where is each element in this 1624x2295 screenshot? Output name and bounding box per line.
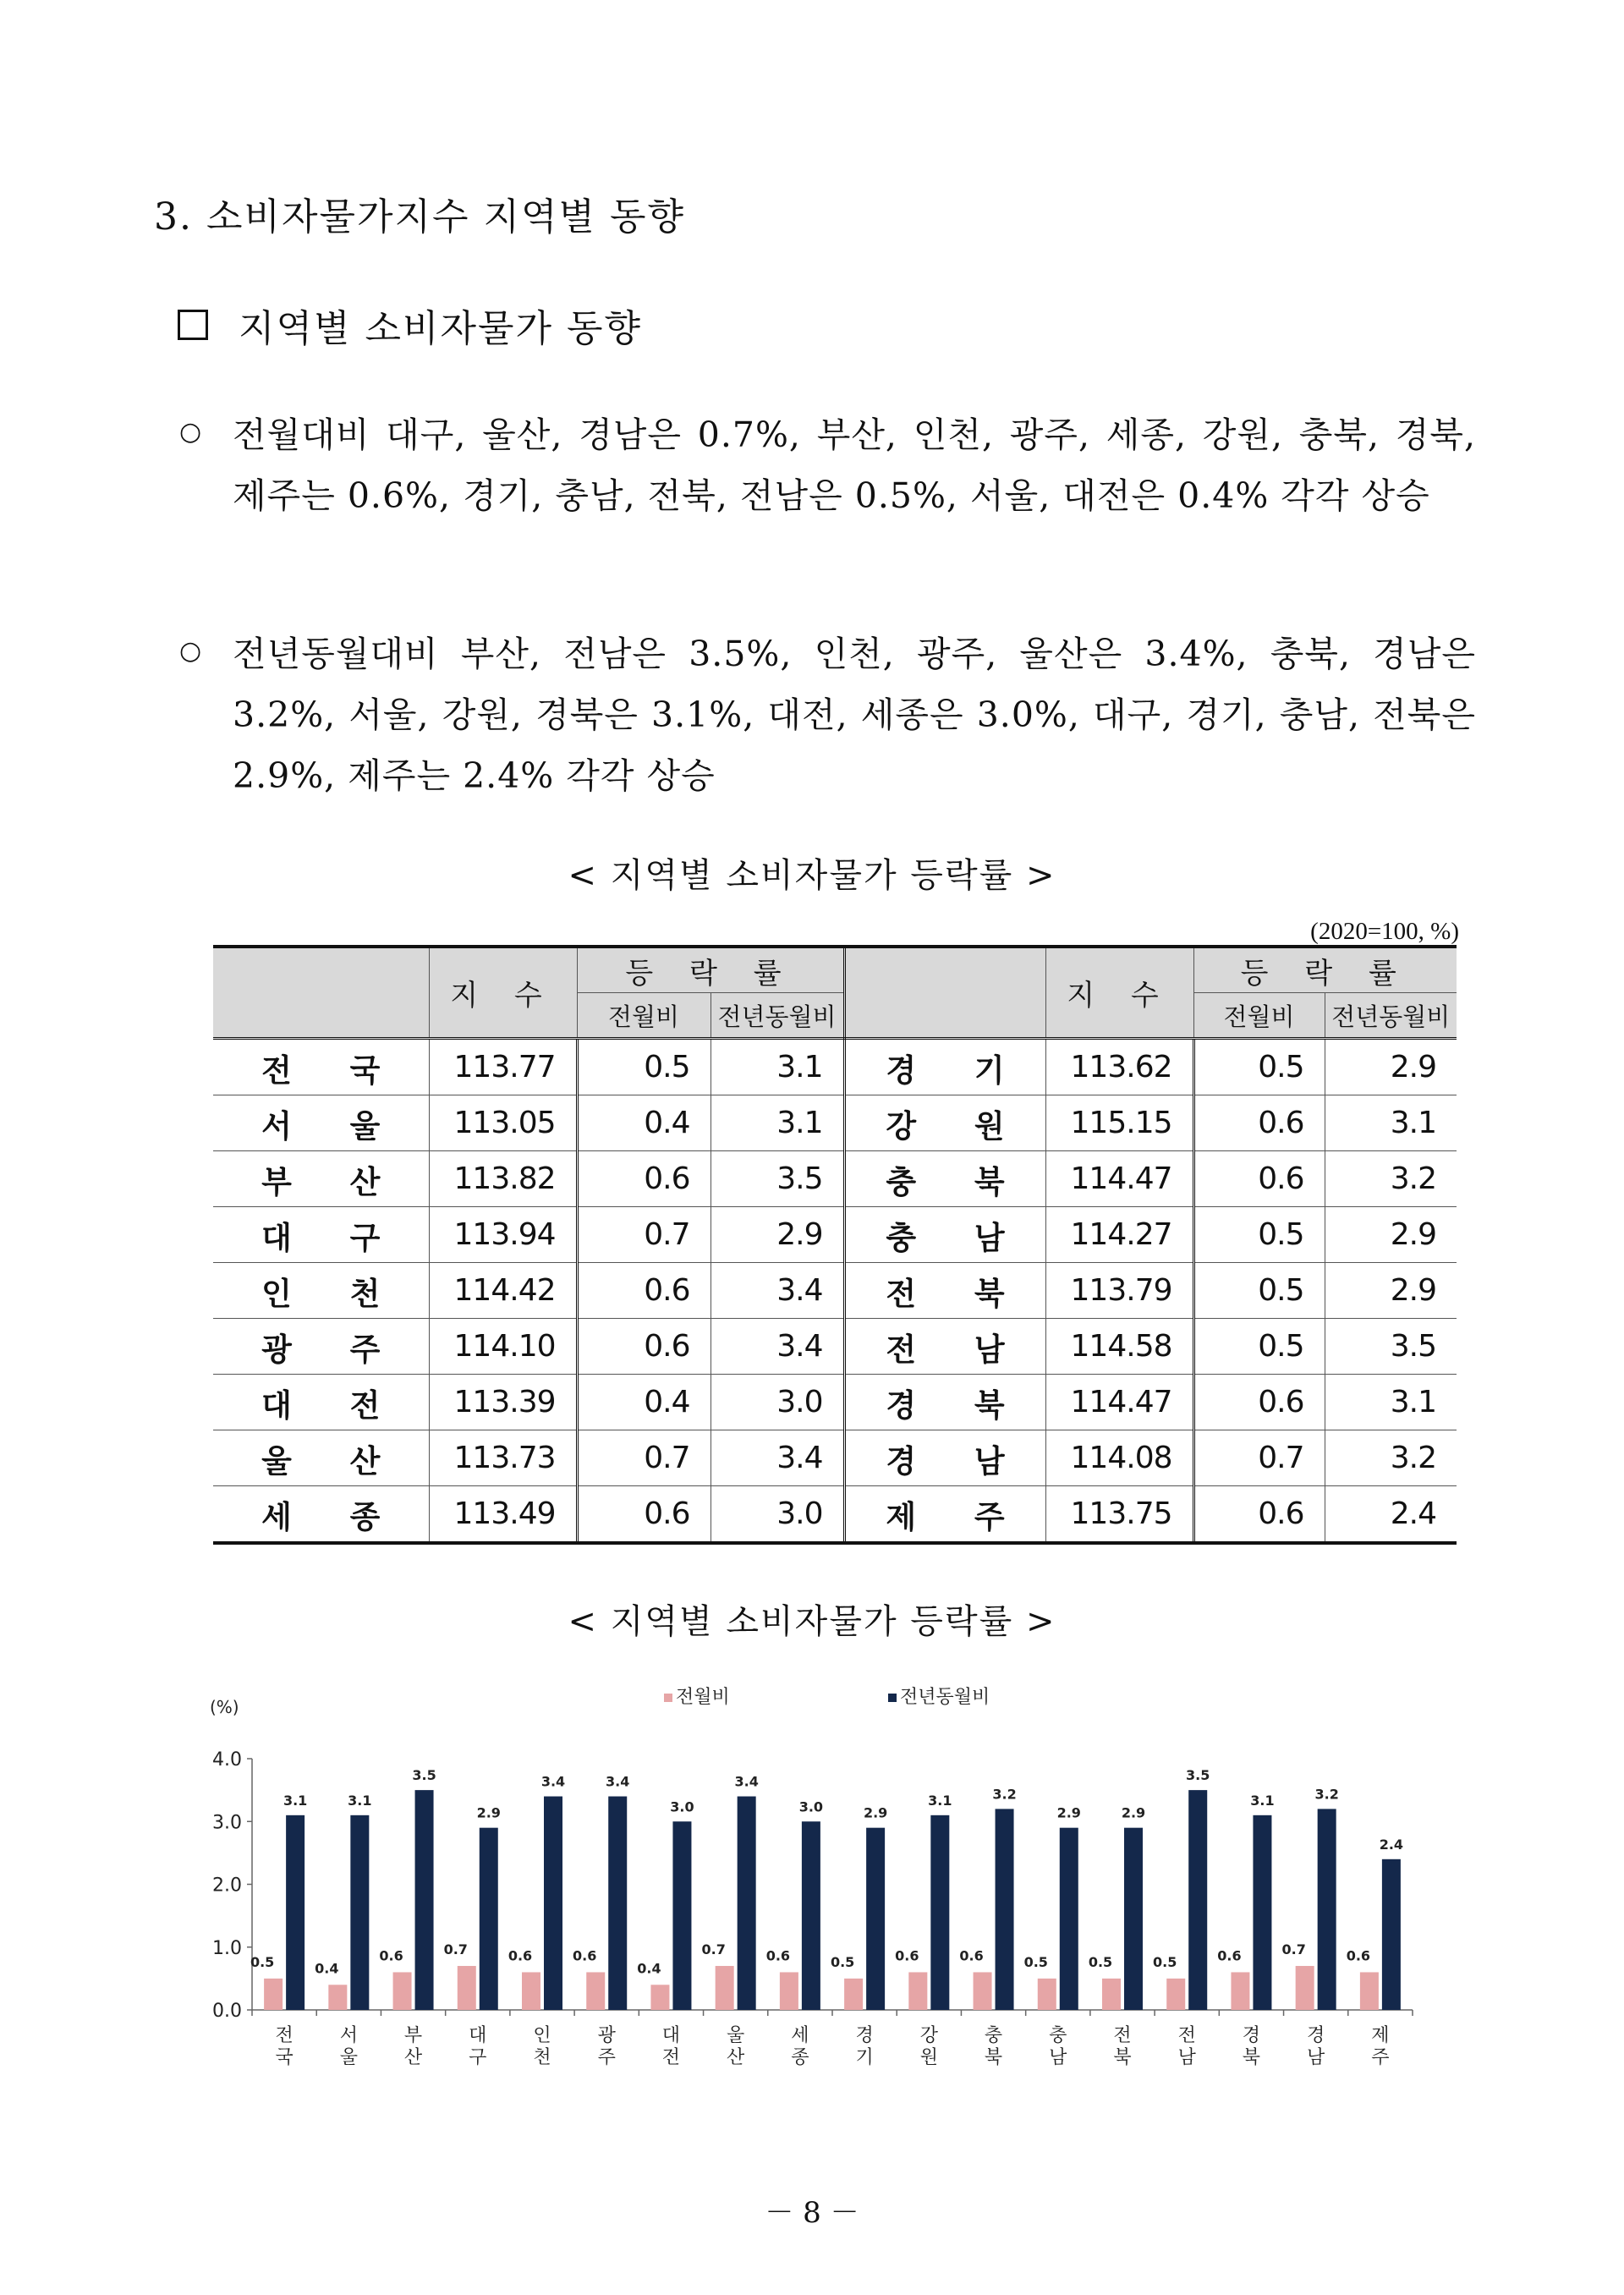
table-row [213,1263,1457,1319]
header-region-blank [844,947,1045,1039]
data-label-yoy: 2.9 [476,1804,501,1821]
table-row [213,1095,1457,1151]
data-label-yoy: 2.9 [863,1804,888,1821]
data-label-mom: 0.6 [959,1947,984,1964]
bullet-circle-icon: ○ [179,417,202,447]
bar-yoy [930,1815,949,2010]
data-label-yoy: 3.0 [670,1798,694,1815]
data-label-yoy: 3.4 [540,1773,566,1790]
bar-yoy [544,1797,562,2010]
index-cell: 114.27 [1045,1207,1193,1263]
yoy-cell: 2.9 [1325,1263,1457,1319]
region-cell [844,1430,1045,1486]
x-tick-label: 강 [919,2025,938,2046]
y-axis-label: (%) [210,1697,239,1717]
mom-cell: 0.7 [577,1430,710,1486]
bar-yoy [672,1821,691,2010]
index-cell: 113.62 [1045,1039,1193,1095]
mom-cell: 0.6 [1193,1095,1325,1151]
header-yoy: 전년동월비 [710,993,844,1039]
table-row [213,1430,1457,1486]
mom-cell: 0.5 [1193,1263,1325,1319]
data-label-yoy: 3.4 [734,1773,759,1790]
index-cell: 114.42 [429,1263,577,1319]
region-name: 충 남 [886,1218,1029,1256]
data-label-yoy: 3.2 [992,1786,1017,1803]
section-title: 3. 소비자물가지수 지역별 동향 [154,195,685,239]
x-tick-label: 광 [597,2025,616,2046]
region-name: 부 산 [261,1162,404,1200]
table-row [213,1151,1457,1207]
data-label-yoy: 3.1 [348,1792,372,1809]
mom-cell: 0.6 [577,1263,710,1319]
data-label-yoy: 2.9 [1121,1804,1146,1821]
region-name: 전 남 [886,1330,1029,1368]
index-cell: 113.94 [429,1207,577,1263]
region-cell [844,1375,1045,1430]
x-tick-label: 북 [1113,2047,1132,2068]
yoy-cell: 2.9 [1325,1039,1457,1095]
bar-mom [650,1985,669,2010]
bar-mom [1360,1972,1379,2010]
data-label-yoy: 2.9 [1056,1804,1081,1821]
yoy-cell: 3.5 [710,1151,844,1207]
x-tick-label: 남 [1307,2047,1325,2068]
data-label-yoy: 3.5 [1186,1767,1210,1784]
region-cell [213,1375,429,1430]
bar-yoy [738,1797,756,2010]
bar-mom [328,1985,347,2010]
region-name: 광 주 [261,1330,404,1368]
region-cell [844,1207,1045,1263]
x-tick-label: 전 [275,2025,294,2046]
x-tick-label: 전 [1113,2025,1132,2046]
mom-cell: 0.7 [1193,1430,1325,1486]
data-label-mom: 0.5 [1023,1953,1048,1970]
legend-label: 전년동월비 [900,1687,990,1708]
data-label-mom: 0.7 [443,1941,468,1958]
subsection-title-text: 지역별 소비자물가 동향 [239,307,643,350]
bar-mom [908,1972,927,2010]
data-label-mom: 0.5 [1153,1953,1177,1970]
index-cell: 114.08 [1045,1430,1193,1486]
yoy-cell: 3.1 [710,1039,844,1095]
header-region-blank [213,947,429,1039]
region-name: 전 북 [886,1274,1029,1312]
x-tick-label: 산 [403,2047,423,2068]
yoy-cell: 3.4 [710,1430,844,1486]
table-caption: < 지역별 소비자물가 등락률 > [568,856,1056,895]
mom-cell: 0.5 [1193,1207,1325,1263]
table-row [213,1486,1457,1544]
data-label-mom: 0.4 [315,1960,339,1977]
mom-cell: 0.6 [577,1151,710,1207]
x-tick-label: 산 [727,2047,745,2068]
bar-mom [780,1972,798,2010]
table-row [213,1375,1457,1430]
yoy-cell: 3.5 [1325,1319,1457,1375]
index-cell: 114.47 [1045,1151,1193,1207]
mom-cell: 0.4 [577,1375,710,1430]
mom-cell: 0.7 [577,1207,710,1263]
table-row [213,1319,1457,1375]
region-name: 강 원 [886,1106,1029,1145]
region-cell [844,1039,1045,1095]
bar-yoy [350,1815,369,2010]
data-label-mom: 0.6 [765,1947,791,1964]
bar-mom [458,1966,476,2010]
bar-yoy [802,1821,820,2010]
x-tick-label: 울 [727,2025,745,2046]
data-label-mom: 0.5 [250,1953,275,1970]
region-name: 경 북 [886,1386,1029,1424]
data-label-yoy: 3.0 [798,1798,824,1815]
region-cell [213,1263,429,1319]
yoy-cell: 3.0 [710,1375,844,1430]
x-tick-label: 서 [339,2025,358,2046]
x-tick-label: 대 [469,2025,487,2046]
index-cell: 115.15 [1045,1095,1193,1151]
bar-mom [1296,1966,1314,2010]
header-rate: 등 락 률 [1193,947,1457,993]
mom-cell: 0.6 [1193,1375,1325,1430]
x-tick-label: 경 [1242,2025,1261,2046]
bar-mom [974,1972,992,2010]
x-tick-label: 인 [533,2025,551,2046]
bar-yoy [608,1797,627,2010]
data-label-yoy: 3.1 [928,1792,952,1809]
region-cell [844,1263,1045,1319]
legend-swatch [664,1694,672,1702]
x-tick-label: 울 [339,2047,358,2068]
x-tick-label: 남 [1049,2047,1067,2068]
index-cell: 113.75 [1045,1486,1193,1544]
x-tick-label: 원 [919,2047,938,2068]
bar-mom [844,1979,863,2010]
y-tick-label: 2.0 [212,1875,242,1897]
data-label-mom: 0.4 [637,1960,661,1977]
yoy-cell: 2.9 [1325,1207,1457,1263]
data-label-mom: 0.6 [895,1947,919,1964]
x-tick-label: 전 [661,2047,681,2068]
x-tick-label: 기 [855,2047,874,2068]
yoy-cell: 3.2 [1325,1151,1457,1207]
data-label-mom: 0.6 [379,1947,403,1964]
mom-cell: 0.5 [577,1039,710,1095]
data-label-mom: 0.6 [1217,1947,1242,1964]
region-name: 대 전 [261,1386,404,1424]
mom-cell: 0.4 [577,1095,710,1151]
paragraph-yoy: 전년동월대비 부산, 전남은 3.5%, 인천, 광주, 울산은 3.4%, 충북, 경남은 3.2%, 서울, 강원, 경북은 3.1%, 대전, 세종은 3.0%, 대구, 경기, 충남, 전북은 2.9%, 제주는 2.4% 각각 상승 [233,634,1476,796]
x-tick-label: 북 [984,2047,1003,2068]
x-tick-label: 주 [597,2047,616,2068]
bar-yoy [1188,1790,1207,2010]
bar-yoy [866,1828,885,2010]
data-label-yoy: 2.4 [1379,1836,1404,1853]
index-cell: 113.49 [429,1486,577,1544]
bar-mom [393,1972,412,2010]
region-cell [844,1151,1045,1207]
index-cell: 113.73 [429,1430,577,1486]
data-label-mom: 0.6 [1346,1947,1371,1964]
data-label-mom: 0.5 [830,1953,855,1970]
checkbox-square-icon [178,310,208,340]
data-label-mom: 0.7 [701,1941,726,1958]
yoy-cell: 3.1 [1325,1095,1457,1151]
region-cell [213,1319,429,1375]
bar-yoy [415,1790,434,2010]
bar-mom [586,1972,605,2010]
bar-yoy [286,1815,304,2010]
regional-cpi-bar-chart [186,1679,1438,2094]
bar-yoy [1124,1828,1143,2010]
region-name: 세 종 [261,1497,404,1535]
region-name: 경 남 [886,1441,1029,1480]
x-tick-label: 대 [661,2025,681,2046]
legend-swatch [888,1694,897,1702]
region-cell [213,1430,429,1486]
mom-cell: 0.5 [1193,1039,1325,1095]
mom-cell: 0.6 [577,1319,710,1375]
region-cell [213,1207,429,1263]
index-cell: 114.58 [1045,1319,1193,1375]
bar-yoy [480,1828,498,2010]
yoy-cell: 3.1 [1325,1375,1457,1430]
data-label-mom: 0.5 [1088,1953,1113,1970]
regional-cpi-table [213,945,1457,1545]
bar-yoy [1382,1859,1401,2010]
index-cell: 113.77 [429,1039,577,1095]
y-tick-label: 1.0 [212,1937,242,1959]
region-name: 대 구 [261,1218,404,1256]
x-tick-label: 국 [275,2047,294,2068]
data-label-yoy: 3.1 [283,1792,308,1809]
index-cell: 113.82 [429,1151,577,1207]
x-tick-label: 주 [1371,2047,1390,2068]
y-tick-label: 3.0 [212,1812,242,1834]
page-number: － 8 － [765,2196,859,2230]
x-tick-label: 세 [791,2025,809,2046]
table-row [213,1039,1457,1095]
bar-mom [522,1972,540,2010]
mom-cell: 0.6 [1193,1151,1325,1207]
yoy-cell: 3.4 [710,1319,844,1375]
header-mom: 전월비 [1193,993,1325,1039]
x-tick-label: 전 [1177,2025,1196,2046]
bar-mom [1231,1972,1249,2010]
x-tick-label: 부 [403,2025,423,2046]
index-cell: 114.10 [429,1319,577,1375]
bar-mom [1166,1979,1185,2010]
bar-mom [264,1979,283,2010]
bar-mom [716,1966,734,2010]
region-name: 서 울 [261,1106,404,1145]
paragraph-mom: 전월대비 대구, 울산, 경남은 0.7%, 부산, 인천, 광주, 세종, 강원, 충북, 경북, 제주는 0.6%, 경기, 충남, 전북, 전남은 0.5%, 서울, 대전은 0.4% 각각 상승 [233,415,1476,516]
legend-label: 전월비 [676,1687,730,1708]
x-tick-label: 천 [533,2047,551,2068]
subsection-title [178,298,642,352]
data-label-yoy: 3.4 [606,1773,630,1790]
index-cell: 114.47 [1045,1375,1193,1430]
x-tick-label: 충 [1049,2025,1067,2046]
data-label-mom: 0.7 [1281,1941,1306,1958]
table-row [213,1207,1457,1263]
x-tick-label: 제 [1371,2025,1390,2046]
bar-yoy [1318,1809,1336,2010]
y-tick-label: 0.0 [212,2001,242,2022]
yoy-cell: 3.4 [710,1263,844,1319]
data-label-yoy: 3.5 [412,1767,436,1784]
region-name: 제 주 [886,1497,1029,1535]
bar-mom [1102,1979,1121,2010]
x-tick-label: 충 [984,2025,1003,2046]
bar-mom [1038,1979,1056,2010]
region-cell [213,1039,429,1095]
yoy-cell: 3.2 [1325,1430,1457,1486]
region-cell [844,1486,1045,1544]
chart-caption: < 지역별 소비자물가 등락률 > [568,1602,1056,1641]
index-cell: 113.05 [429,1095,577,1151]
header-yoy: 전년동월비 [1325,993,1457,1039]
region-cell [213,1095,429,1151]
bullet-circle-icon: ○ [179,636,202,666]
x-tick-label: 남 [1177,2047,1196,2068]
bar-yoy [996,1809,1014,2010]
region-name: 인 천 [261,1274,404,1312]
mom-cell: 0.6 [577,1486,710,1544]
data-label-mom: 0.6 [508,1947,533,1964]
x-tick-label: 종 [791,2047,809,2068]
unit-note: (2020=100, %) [1310,918,1459,945]
region-name: 전 국 [261,1051,404,1089]
header-mom: 전월비 [577,993,710,1039]
x-tick-label: 경 [855,2025,874,2046]
yoy-cell: 3.1 [710,1095,844,1151]
y-tick-label: 4.0 [212,1749,242,1771]
header-rate: 등 락 률 [577,947,844,993]
yoy-cell: 2.4 [1325,1486,1457,1544]
index-cell: 113.79 [1045,1263,1193,1319]
bar-yoy [1060,1828,1078,2010]
mom-cell: 0.5 [1193,1319,1325,1375]
data-label-yoy: 3.1 [1250,1792,1275,1809]
region-name: 경 기 [886,1051,1029,1089]
yoy-cell: 2.9 [710,1207,844,1263]
region-cell [844,1319,1045,1375]
header-index: 지 수 [429,947,577,1039]
x-tick-label: 경 [1307,2025,1325,2046]
region-cell [844,1095,1045,1151]
x-tick-label: 북 [1242,2047,1261,2068]
region-cell [213,1486,429,1544]
index-cell: 113.39 [429,1375,577,1430]
region-cell [213,1151,429,1207]
data-label-mom: 0.6 [573,1947,597,1964]
region-name: 울 산 [261,1441,404,1480]
x-tick-label: 구 [469,2047,487,2068]
bar-yoy [1253,1815,1271,2010]
data-label-yoy: 3.2 [1314,1786,1339,1803]
region-name: 충 북 [886,1162,1029,1200]
mom-cell: 0.6 [1193,1486,1325,1544]
yoy-cell: 3.0 [710,1486,844,1544]
header-index: 지 수 [1045,947,1193,1039]
